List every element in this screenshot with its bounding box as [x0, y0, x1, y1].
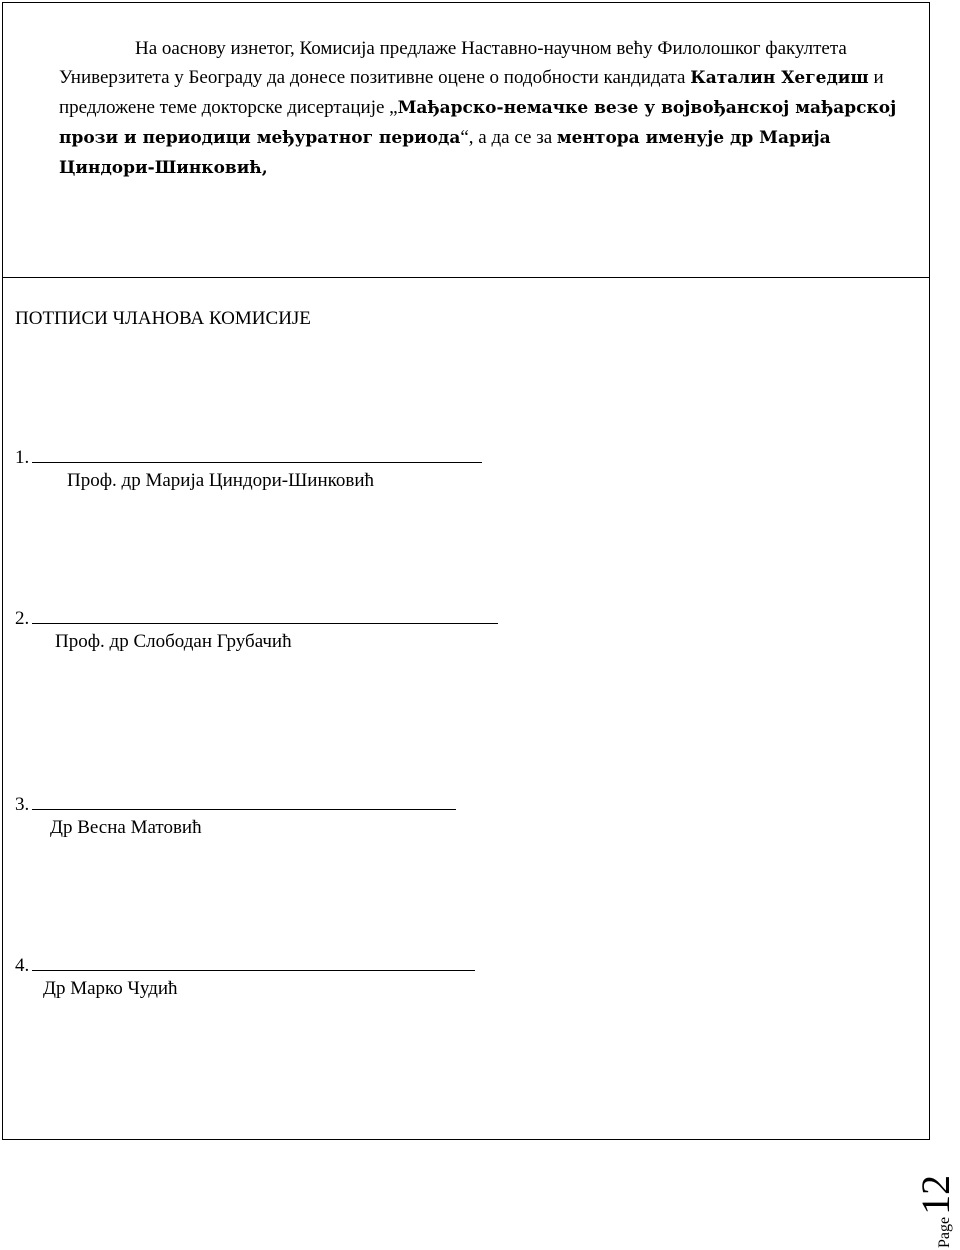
page-number-label	[912, 1160, 960, 1248]
signature-line[interactable]	[32, 792, 456, 810]
signature-number: 3.	[15, 794, 30, 815]
signature-line[interactable]	[32, 445, 482, 463]
proposal-paragraph	[59, 34, 919, 183]
signature-block-1	[15, 445, 482, 491]
signature-block-2	[15, 606, 498, 652]
signature-number: 1.	[15, 447, 30, 468]
paragraph-text-3: “, а да се за	[460, 127, 557, 148]
section-divider	[3, 277, 929, 278]
signature-number: 4.	[15, 955, 30, 976]
signature-number: 2.	[15, 608, 30, 629]
paragraph-text-2: и предложене теме докторске дисертације „	[59, 67, 884, 118]
page-number: 12	[913, 1174, 958, 1215]
signature-line[interactable]	[32, 606, 498, 624]
page-word: Page	[936, 1216, 953, 1248]
candidate-name: Каталин Хегедиш	[690, 68, 869, 88]
signature-block-3	[15, 792, 456, 838]
page-number-rotated	[912, 1160, 960, 1248]
signatory-name: Др Марко Чудић	[43, 978, 178, 999]
signature-line[interactable]	[32, 953, 475, 971]
document-frame	[2, 2, 930, 1140]
paragraph-text-1: На оаснову изнетог, Комисија предлаже Наставно-научном већу Филолошког факултета Универзитета у Београду да донесе позитивне оцене о подобности кандидата	[59, 38, 847, 88]
mentor-phrase: ментора именује др Марија Циндори-Шинковић,	[59, 128, 831, 178]
signature-block-4	[15, 953, 475, 999]
signatures-heading: ПОТПИСИ ЧЛАНОВА КОМИСИЈЕ	[15, 308, 311, 329]
signatory-name: Др Весна Матовић	[50, 817, 202, 838]
dissertation-title: Мађарско-немачке везе у војвођанској мађарској прози и периодици међуратног периода	[59, 98, 897, 148]
signatory-name: Проф. др Слободан Грубачић	[55, 631, 292, 652]
signatory-name: Проф. др Марија Циндори-Шинковић	[67, 470, 375, 491]
